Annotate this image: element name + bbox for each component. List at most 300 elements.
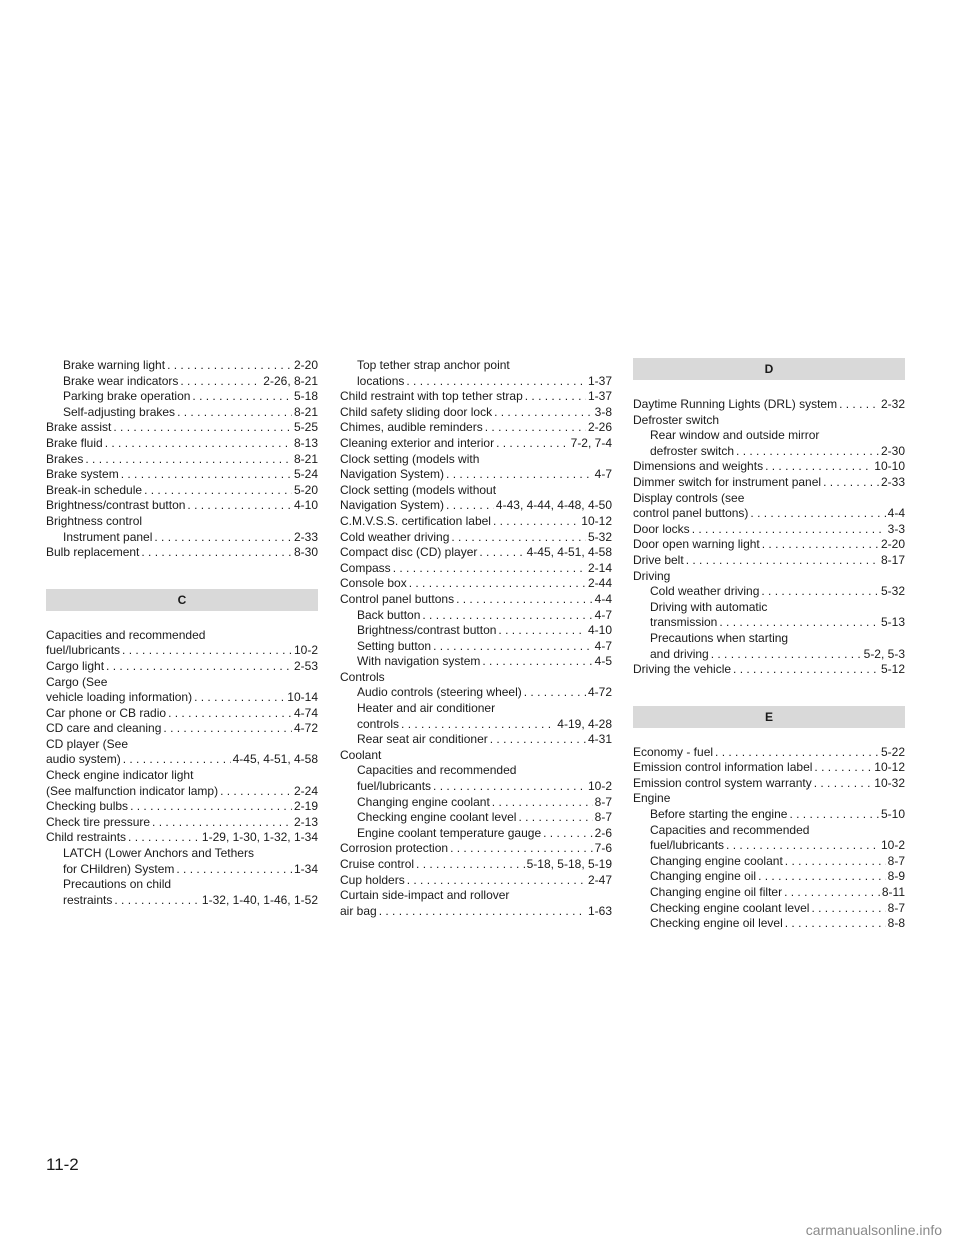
leader-dots [761,584,879,600]
entry-text: Brake assist [46,420,112,435]
page-reference: 4-7 [594,638,612,653]
page-reference: 2-20 [293,358,318,372]
leader-dots [525,389,586,405]
entry-text: Setting button [357,638,432,653]
leader-dots [152,815,292,831]
leader-dots [814,776,873,792]
page-reference: 8-7 [887,853,905,868]
entry-line [357,685,612,701]
leader-dots [765,459,872,475]
leader-dots [194,690,285,706]
leader-dots [784,885,880,901]
entry-text: Brightness/contrast button [46,498,186,513]
page-reference: 2-6 [594,825,612,840]
page-reference: 2-14 [587,560,612,575]
entry-text: Chimes, audible reminders [340,420,483,435]
entry-text: Car phone or CB radio [46,705,167,720]
leader-dots [177,405,292,421]
entry-line [46,514,318,530]
page-reference: 4-5 [594,654,612,669]
page-reference: 2-24 [293,783,318,798]
entry-line [46,420,318,436]
entry-line [46,815,318,831]
page-reference: 7-2, 7-4 [570,435,612,450]
page-reference: 2-30 [880,443,905,458]
page-reference: 5-20 [293,482,318,497]
index-subentry [46,846,318,877]
entry-text: Brakes [46,451,84,466]
index-subentry [340,623,612,639]
index-entry [340,452,612,483]
entry-text: audio system) [46,752,121,767]
entry-text: Driving the vehicle [633,662,732,677]
entry-line [650,807,905,823]
page-reference: 2-47 [587,872,612,887]
entry-text-line: Heater and air conditioner [357,701,496,716]
index-subentry [633,584,905,600]
index-entry [633,397,905,413]
entry-line [633,776,905,792]
entry-line [46,799,318,815]
entry-line [650,647,905,663]
entry-line [46,752,318,768]
page-reference: 8-9 [887,869,905,884]
section-gap [633,678,905,706]
entry-line [63,358,318,374]
entry-text-line: Capacities and recommended [357,763,517,778]
entry-text: Checking engine coolant level [357,810,517,825]
entry-line [633,459,905,475]
entry-text: Child safety sliding door lock [340,404,493,419]
entry-text: Cleaning exterior and interior [340,435,495,450]
index-entry [46,768,318,799]
leader-dots [485,420,586,436]
page-reference: 4-74 [293,705,318,720]
leader-dots [496,436,569,452]
entry-line [633,553,905,569]
entry-line [340,514,612,530]
leader-dots [785,854,886,870]
entry-text: Emission control information label [633,760,813,775]
entry-line [357,732,612,748]
index-entry [340,389,612,405]
entry-line [46,721,318,737]
leader-dots [141,545,292,561]
page-reference: 5-32 [587,529,612,544]
entry-text: fuel/lubricants [357,779,432,794]
leader-dots [733,662,879,678]
entry-text-line: Check engine indicator light [46,768,194,783]
index-entry [340,592,612,608]
entry-line [340,545,612,561]
entry-line [357,623,612,639]
entry-text: air bag [340,903,377,918]
entry-text: Child restraints [46,830,127,845]
leader-dots [492,795,593,811]
entry-line [340,405,612,421]
entry-text: Dimmer switch for instrument panel [633,474,822,489]
entry-line [46,436,318,452]
entry-line [340,873,612,889]
leader-dots [715,745,879,761]
leader-dots [494,405,593,421]
page-reference: 4-7 [594,607,612,622]
page-reference: 1-37 [587,389,612,404]
leader-dots [416,857,525,873]
page-reference: 8-21 [293,404,318,419]
entry-text: Parking brake operation [63,389,191,404]
index-subentry [340,608,612,624]
entry-line [633,791,905,807]
leader-dots [106,659,292,675]
index-entry [340,576,612,592]
entry-text: Brake fluid [46,435,103,450]
leader-dots [543,826,593,842]
entry-text-line: Clock setting (models without [340,482,497,497]
entry-line [650,854,905,870]
entry-text: Bulb replacement [46,545,140,560]
index-subentry [46,877,318,908]
entry-line [650,869,905,885]
page-reference: 2-26 [587,420,612,435]
index-subentry [340,732,612,748]
page-reference: 1-37 [587,373,612,388]
index-subentry [46,374,318,390]
index-subentry [633,631,905,662]
watermark: carmanualsonline.info [805,1222,942,1238]
leader-dots [167,358,292,374]
leader-dots [407,873,586,889]
leader-dots [130,799,292,815]
page-reference: 8-8 [887,916,905,931]
page-reference: 4-10 [293,498,318,513]
entry-line [633,537,905,553]
page-reference: 5-32 [880,584,905,599]
entry-text-line: Rear window and outside mirror [650,428,820,443]
entry-text: vehicle loading information) [46,690,193,705]
entry-text-line: CD player (See [46,736,129,751]
index-entry [46,721,318,737]
index-subentry [340,826,612,842]
page-reference: 1-29, 1-30, 1-32, 1-34 [201,830,318,845]
index-subentry [46,358,318,374]
leader-dots [446,467,593,483]
index-entry [340,841,612,857]
leader-dots [128,830,200,846]
entry-line [650,838,905,854]
index-entry [46,467,318,483]
entry-text: Economy - fuel [633,744,714,759]
entry-text: Cold weather driving [650,584,760,599]
entry-text: fuel/lubricants [650,838,725,853]
leader-dots [379,904,586,920]
entry-text: Compact disc (CD) player [340,545,478,560]
index-entry [340,873,612,889]
index-subentry [633,901,905,917]
entry-line [340,530,612,546]
entry-line [633,522,905,538]
entry-line [357,779,612,795]
entry-text: and driving [650,646,709,661]
entry-line [340,561,612,577]
index-entry [340,670,612,686]
index-subentry [633,854,905,870]
entry-text: Engine coolant temperature gauge [357,825,542,840]
entry-line [357,826,612,842]
index-entry [340,436,612,452]
leader-dots [490,732,586,748]
entry-text: Emission control system warranty [633,775,812,790]
index-subentry [633,869,905,885]
page-reference: 10-10 [874,459,905,474]
index-entry [46,815,318,831]
index-subentry [46,530,318,546]
page-reference: 1-32, 1-40, 1-46, 1-52 [201,892,318,907]
page-reference: 4-45, 4-51, 4-58 [232,752,318,767]
page-reference: 10-2 [587,779,612,794]
entry-text: transmission [650,615,718,630]
index-subentry [46,389,318,405]
entry-line [650,444,905,460]
page-reference: 10-32 [874,775,905,790]
leader-dots [144,483,292,499]
page-reference: 5-10 [880,807,905,822]
entry-text: Cruise control [340,857,415,871]
leader-dots [433,639,593,655]
entry-text-line: Curtain side-impact and rollover [340,888,510,903]
index-subentry [633,807,905,823]
leader-dots [719,615,879,631]
entry-text: Driving [633,568,671,583]
entry-line [633,662,905,678]
index-entry [633,760,905,776]
entry-line [357,810,612,826]
page-reference: 10-2 [293,643,318,658]
index-entry [633,413,905,429]
entry-line [340,576,612,592]
page-number: 11-2 [46,1155,79,1174]
entry-text-line: Precautions on child [63,877,172,892]
index-entry [340,545,612,561]
index-entry [633,791,905,807]
entry-text-line: Capacities and recommended [650,822,810,837]
leader-dots [446,498,494,514]
entry-text: Before starting the engine [650,807,788,822]
index-entry [633,459,905,475]
index-subentry [633,823,905,854]
entry-text: Checking engine oil level [650,916,783,931]
entry-text: With navigation system [357,654,481,669]
page-reference: 2-20 [880,537,905,552]
index-entry [633,475,905,491]
page-reference: 8-7 [887,900,905,915]
entry-text: Checking engine coolant level [650,900,810,915]
leader-dots [493,514,579,530]
index-entry [633,553,905,569]
leader-dots [736,444,879,460]
entry-text-line: Top tether strap anchor point [357,358,510,372]
entry-line [633,760,905,776]
entry-text: controls [357,716,400,731]
entry-line [63,862,318,878]
leader-dots [789,807,879,823]
index-entry [633,522,905,538]
entry-line [63,893,318,909]
entry-line [340,389,612,405]
leader-dots [220,784,292,800]
index-subentry [633,885,905,901]
entry-text-line: Cargo (See [46,674,108,689]
entry-text: Door locks [633,521,690,536]
index-column-2 [340,358,612,919]
leader-dots [168,706,292,722]
index-entry [46,737,318,768]
entry-line [340,748,612,764]
section-letter-heading: C [46,589,318,611]
entry-text: fuel/lubricants [46,643,121,658]
leader-dots [409,576,586,592]
index-entry [340,748,612,764]
page-reference: 2-33 [293,529,318,544]
page-reference: 5-2, 5-3 [863,646,905,661]
leader-dots [163,721,292,737]
leader-dots [686,553,879,569]
entry-line [46,483,318,499]
entry-line [46,498,318,514]
leader-dots [785,916,886,932]
entry-line [46,784,318,800]
section-gap [633,380,905,397]
leader-dots [479,545,524,561]
entry-line [46,467,318,483]
section-gap [46,561,318,589]
index-entry [46,628,318,659]
page-reference: 5-24 [293,467,318,482]
index-entry [46,483,318,499]
page-reference: 10-14 [287,690,318,705]
entry-text: Self-adjusting brakes [63,404,176,419]
page-reference: 10-12 [874,760,905,775]
leader-dots [814,760,872,776]
leader-dots [692,522,886,538]
leader-dots [393,561,586,577]
index-entry [633,537,905,553]
entry-text: Checking bulbs [46,799,129,814]
leader-dots [450,841,593,857]
page-reference: 4-45, 4-51, 4-58 [526,545,612,560]
entry-text: Changing engine oil filter [650,885,783,900]
index-subentry [340,685,612,701]
entry-line [357,654,612,670]
leader-dots [401,717,555,733]
entry-line [633,397,905,413]
leader-dots [105,436,292,452]
entry-line [633,506,905,522]
entry-line [340,420,612,436]
entry-text: Drive belt [633,552,684,567]
page-reference: 4-72 [587,685,612,700]
index-subentry [633,428,905,459]
entry-text-line: Display controls (see [633,490,745,505]
entry-line [650,916,905,932]
index-entry [46,830,318,846]
index-entry [340,405,612,421]
entry-line [340,841,612,857]
index-subentry [340,795,612,811]
index-entry [633,745,905,761]
page-reference: 10-2 [880,838,905,853]
page-reference: 1-34 [293,861,318,876]
leader-dots [482,654,592,670]
leader-dots [811,901,885,917]
entry-text: locations [357,373,405,388]
entry-line [46,545,318,561]
entry-line [63,530,318,546]
section-gap [633,728,905,745]
entry-text: Rear seat air conditioner [357,732,488,747]
entry-text: Defroster switch [633,412,720,427]
entry-line [633,745,905,761]
index-subentry [340,358,612,389]
index-entry [46,514,318,530]
leader-dots [154,530,292,546]
entry-text: Controls [340,669,385,684]
page-reference: 3-8 [594,404,612,419]
entry-text: Compass [340,560,391,575]
entry-text: Cargo light [46,658,105,673]
index-entry [633,491,905,522]
section-letter-heading: E [633,706,905,728]
leader-dots [823,475,879,491]
entry-text: Navigation System) [340,467,445,482]
index-entry [340,561,612,577]
leader-dots [456,592,593,608]
page-reference: 2-32 [880,397,905,411]
entry-line [357,608,612,624]
page-reference: 8-30 [293,545,318,560]
index-entry [340,514,612,530]
index-entry [46,420,318,436]
entry-text: Changing engine coolant [357,794,490,809]
entry-line [340,857,612,873]
index-entry [633,662,905,678]
leader-dots [422,608,592,624]
page-reference: 5-22 [880,744,905,759]
page-reference: 5-25 [293,420,318,435]
entry-line [46,452,318,468]
leader-dots [406,374,586,390]
index-entry [340,483,612,514]
page-reference: 2-44 [587,576,612,591]
page-reference: 8-7 [594,810,612,825]
leader-dots [433,779,586,795]
index-subentry [633,916,905,932]
entry-line [633,569,905,585]
entry-text: Brake wear indicators [63,373,179,388]
entry-line [340,670,612,686]
entry-text: Navigation System) [340,498,445,513]
leader-dots [122,643,292,659]
page-reference: 5-13 [880,615,905,630]
index-entry [633,776,905,792]
entry-text: C.M.V.S.S. certification label [340,513,491,528]
page-reference: 2-13 [293,814,318,829]
index-entry [633,569,905,585]
entry-text: Changing engine oil [650,869,757,884]
entry-text: restraints [63,892,113,907]
leader-dots [524,685,586,701]
page-reference: 4-19, 4-28 [557,716,612,731]
